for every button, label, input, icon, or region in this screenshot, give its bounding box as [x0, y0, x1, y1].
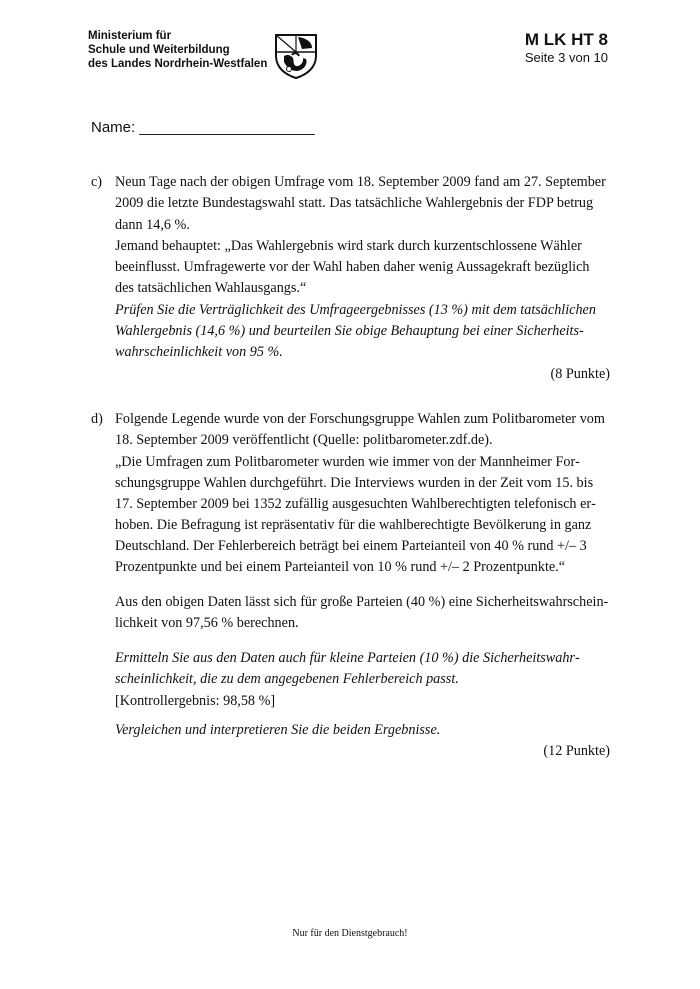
task-d-points: (12 Punkte) — [543, 743, 610, 760]
ministry-line-3: des Landes Nordrhein-Westfalen — [88, 58, 268, 70]
task-c-points: (8 Punkte) — [550, 365, 610, 382]
task-d-instruction-1: Ermitteln Sie aus den Daten auch für kleine Parteien (10 %) die Sicherheitswahrscheinlichkeit, die zu dem angegebenen Fehlerbereich passt. — [115, 650, 580, 688]
ministry-line-1: Ministerium für — [88, 30, 172, 42]
task-c-claim: Jemand behauptet: „Das Wahlergebnis wird stark durch kurzentschlossene Wähler beeinflusst. Umfragewerte vor der Wahl haben daher wenig Aussagekraft bezüglich des tatsächlichen Wahlausgangs.“ — [115, 237, 590, 297]
task-d-instruction-2: Vergleichen und interpretieren Sie die beiden Ergebnisse. — [115, 722, 441, 739]
exam-code: M LK HT 8 — [524, 30, 608, 49]
exam-code-block — [525, 30, 608, 66]
task-d — [91, 409, 610, 763]
task-d-calc-text: Aus den obigen Daten lässt sich für große Parteien (40 %) eine Sicherheitswahrscheinlichkeit von 97,56 % berechnen. — [115, 593, 609, 631]
task-c-instruction: Prüfen Sie die Verträglichkeit des Umfrageergebnisses (13 %) mit dem tatsächlichen Wahlergebnis (14,6 %) und beurteilen Sie obige Behauptung bei einer Sicherheitswahrscheinlichkeit von 95 %. — [115, 301, 596, 361]
ministry-name — [88, 29, 267, 71]
name-field[interactable]: Name: _____________________ — [91, 119, 315, 136]
task-d-control-result: [Kontrollergebnis: 98,58 %] — [115, 692, 276, 709]
task-c-label: c) — [91, 174, 103, 190]
page-info: Seite 3 von 10 — [524, 50, 608, 65]
task-c-intro: Neun Tage nach der obigen Umfrage vom 18. September 2009 fand am 27. September 2009 die letzte Bundestagswahl statt. Das tatsächliche Wahlergebnis der FDP betrug dann 14,6 %. — [115, 174, 606, 233]
task-d-label: d) — [91, 411, 103, 427]
footer-note: Nur für den Dienstgebrauch! — [292, 928, 408, 939]
nrw-coat-of-arms-icon — [272, 32, 320, 80]
ministry-line-2: Schule und Weiterbildung — [88, 44, 230, 56]
task-d-quote: „Die Umfragen zum Politbarometer wurden wie immer von der Mannheimer Forschungsgruppe Wahlen durchgeführt. Die Interviews wurden in der Zeit vom 15. bis 17. September 2009 bei 1352 zufällig ausgesuchten Wahlberechtigten telefonisch erhoben. Die Befragung ist repräsentativ für die wahlberechtigte Bevölkerung in ganz Deutschland. Der Fehlerbereich beträgt bei einem Parteianteil von 40 % rund +/– 3 Prozentpunkte und bei einem Parteianteil von 10 % rund +/– 2 Prozentpunkte.“ — [115, 453, 596, 575]
task-d-intro: Folgende Legende wurde von der Forschungsgruppe Wahlen zum Politbarometer vom 18. September 2009 veröffentlicht (Quelle: politbarometer.zdf.de). — [115, 411, 605, 449]
task-c — [91, 172, 610, 385]
